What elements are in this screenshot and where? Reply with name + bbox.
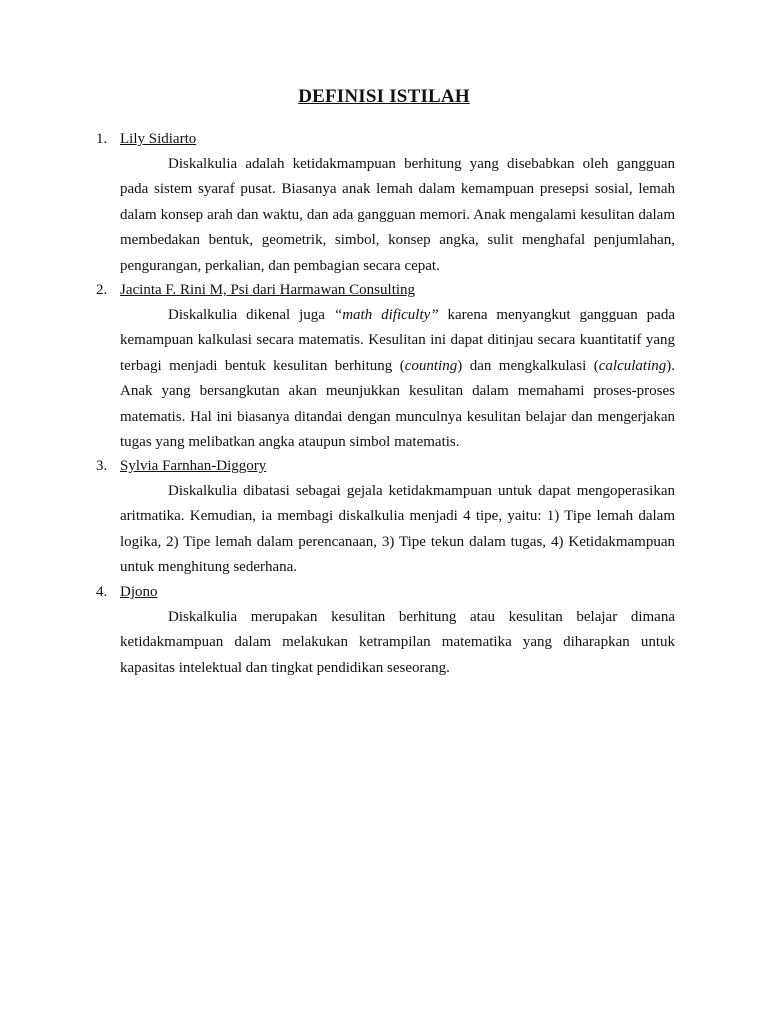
item-text: Diskalkulia dibatasi sebagai gejala ketidakmampuan untuk dapat mengoperasikan aritmatika. Kemudian, ia membagi diskalkulia menjadi 4 tipe, yaitu: 1) Tipe lemah dalam logika, 2) Tipe lemah dalam perencanaan, 3) Tipe tekun dalam tugas, 4) Ketidakmampuan untuk menghitung sederhana. bbox=[120, 483, 675, 576]
math-difficulty-term: “math dificulty” bbox=[333, 307, 439, 323]
counting-term: counting bbox=[404, 357, 458, 374]
page-title: DEFINISI ISTILAH bbox=[298, 86, 470, 107]
item-text: Diskalkulia adalah ketidakmampuan berhitung yang disebabkan oleh gangguan pada sistem syaraf pusat. Biasanya anak lemah dalam kemampuan presepsi sosial, lemah dalam konsep arah dan waktu, dan ada gangguan memori. Anak mengalami kesulitan dalam membedakan bentuk, geometrik, simbol, konsep angka, sulit menghafal penjumlahan, pengurangan, perkalian, dan pembagian secara cepat. bbox=[120, 156, 675, 274]
item-author: Lily Sidiarto bbox=[120, 131, 197, 147]
item-number: 3. bbox=[96, 458, 108, 474]
item-author: Djono bbox=[120, 584, 158, 600]
item-number: 2. bbox=[96, 282, 108, 298]
item-author: Sylvia Farnhan-Diggory bbox=[120, 458, 267, 474]
item-number: 1. bbox=[96, 131, 108, 147]
item-author: Jacinta F. Rini M, Psi dari Harmawan Consulting bbox=[120, 282, 416, 298]
item-number: 4. bbox=[96, 584, 108, 600]
calculating-term: calculating bbox=[598, 357, 667, 374]
item-text: Diskalkulia dikenal juga “math dificulty” karena menyangkut gangguan pada kemampuan kalkulasi secara matematis. Kesulitan ini dapat ditinjau secara kuantitatif yang terbagi menjadi bentuk kesulitan berhitung (counting) dan mengkalkulasi (calculating). Anak yang bersangkutan akan meunjukkan kesulitan dalam memahami proses-proses matematis. Hal ini biasanya ditandai dengan munculnya kesulitan belajar dan mengerjakan tugas yang melibatkan angka ataupun simbol matematis. bbox=[120, 307, 675, 451]
item-text: Diskalkulia merupakan kesulitan berhitung atau kesulitan belajar dimana ketidakmampuan dalam melakukan ketrampilan matematika yang diharapkan untuk kapasitas intelektual dan tingkat pendidikan seseorang. bbox=[120, 609, 675, 676]
